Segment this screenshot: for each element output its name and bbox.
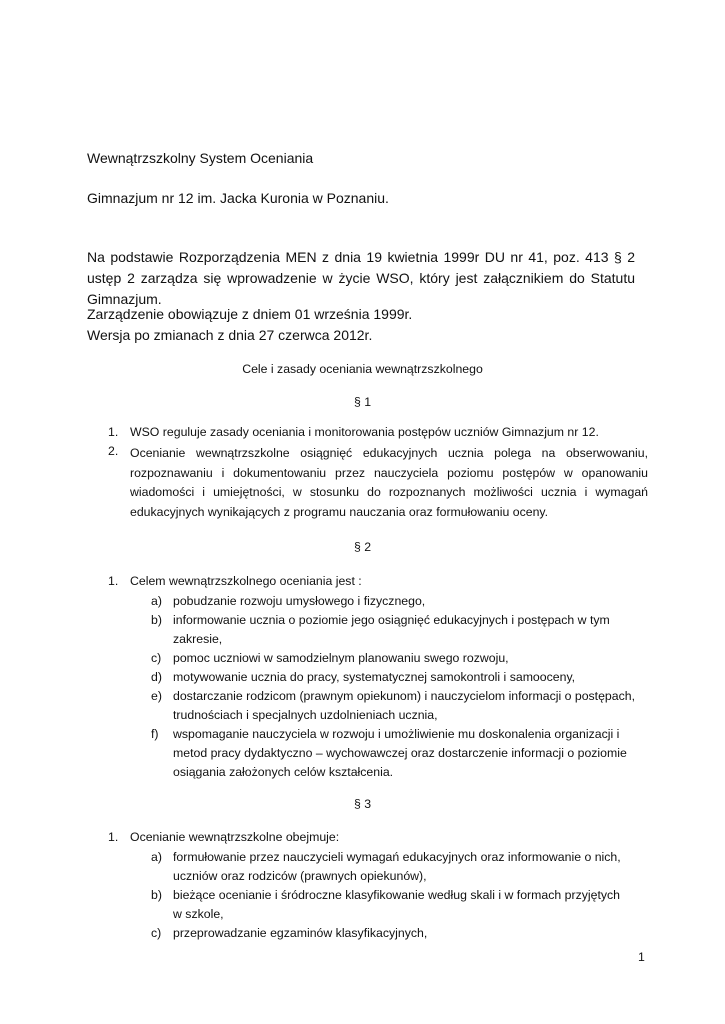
sublist-letter: d) bbox=[151, 670, 162, 684]
page-number: 1 bbox=[638, 950, 645, 964]
sublist-item: przeprowadzanie egzaminów klasyfikacyjnych, bbox=[173, 926, 428, 940]
list-number: 1. bbox=[108, 830, 119, 844]
list-item: Celem wewnątrzszkolnego oceniania jest : bbox=[130, 574, 362, 588]
paragraph-1-heading: § 1 bbox=[353, 395, 372, 409]
sublist-item: wspomaganie nauczyciela w rozwoju i umożliwienie mu doskonalenia organizacji i bbox=[173, 727, 620, 741]
list-item: Ocenianie wewnątrzszkolne obejmuje: bbox=[130, 830, 340, 844]
sublist-item-continuation: uczniów oraz rodziców (prawnych opiekunów), bbox=[173, 869, 427, 883]
sublist-item-continuation: osiągania założonych celów kształcenia. bbox=[173, 765, 394, 779]
document-title: Wewnątrzszkolny System Oceniania bbox=[87, 150, 314, 166]
sublist-item-continuation: zakresie, bbox=[173, 632, 223, 646]
sublist-letter: c) bbox=[151, 651, 162, 665]
sublist-letter: f) bbox=[151, 727, 159, 741]
sublist-letter: a) bbox=[151, 594, 162, 608]
sublist-item-continuation: trudnościach i specjalnych uzdolnieniach ucznia, bbox=[173, 708, 438, 722]
paragraph-2-heading: § 2 bbox=[353, 540, 372, 554]
list-item: WSO reguluje zasady oceniania i monitorowania postępów uczniów Gimnazjum nr 12. bbox=[130, 425, 599, 439]
sublist-item: dostarczanie rodzicom (prawnym opiekunom) i nauczycielom informacji o postępach, bbox=[173, 689, 636, 703]
sublist-item-continuation: w szkole, bbox=[173, 907, 224, 921]
legal-basis-paragraph: Na podstawie Rozporządzenia MEN z dnia 19 kwietnia 1999r DU nr 41, poz. 413 § 2 ustęp 2 zarządza się wprowadzenie w życie WSO, który jest załącznikiem do Statutu Gimnazjum. bbox=[87, 249, 635, 307]
sublist-letter: a) bbox=[151, 850, 162, 864]
effective-date: Zarządzenie obowiązuje z dniem 01 września 1999r. bbox=[87, 306, 413, 322]
list-number: 1. bbox=[108, 425, 119, 439]
paragraph-3-heading: § 3 bbox=[353, 797, 372, 811]
sublist-letter: b) bbox=[151, 613, 162, 627]
section-title: Cele i zasady oceniania wewnątrzszkolnego bbox=[242, 362, 483, 376]
sublist-item: pobudzanie rozwoju umysłowego i fizycznego, bbox=[173, 594, 426, 608]
sublist-item: bieżące ocenianie i śródroczne klasyfikowanie według skali i w formach przyjętych bbox=[173, 888, 620, 902]
sublist-letter: b) bbox=[151, 888, 162, 902]
sublist-letter: c) bbox=[151, 926, 162, 940]
school-name: Gimnazjum nr 12 im. Jacka Kuronia w Poznaniu. bbox=[87, 190, 389, 206]
sublist-letter: e) bbox=[151, 689, 162, 703]
sublist-item: informowanie ucznia o poziomie jego osiągnięć edukacyjnych i postępach w tym bbox=[173, 613, 610, 627]
sublist-item-continuation: metod pracy dydaktyczno – wychowawczej oraz dostarczenie informacji o poziomie bbox=[173, 746, 627, 760]
list-item: Ocenianie wewnątrzszkolne osiągnięć edukacyjnych ucznia polega na obserwowaniu, rozpoznawaniu i dokumentowaniu przez nauczyciela poziomu postępów w opanowaniu wiadomości i umiejętności, w stosunku do rozpoznanych możliwości ucznia i wymagań edukacyjnych wynikających z programu nauczania oraz formułowaniu oceny. bbox=[130, 446, 648, 519]
sublist-item: formułowanie przez nauczycieli wymagań edukacyjnych oraz informowanie o nich, bbox=[173, 850, 621, 864]
list-number: 2. bbox=[108, 444, 119, 458]
sublist-item: pomoc uczniowi w samodzielnym planowaniu swego rozwoju, bbox=[173, 651, 509, 665]
sublist-item: motywowanie ucznia do pracy, systematycznej samokontroli i samooceny, bbox=[173, 670, 576, 684]
list-number: 1. bbox=[108, 574, 119, 588]
version-date: Wersja po zmianach z dnia 27 czerwca 2012r. bbox=[87, 327, 373, 343]
